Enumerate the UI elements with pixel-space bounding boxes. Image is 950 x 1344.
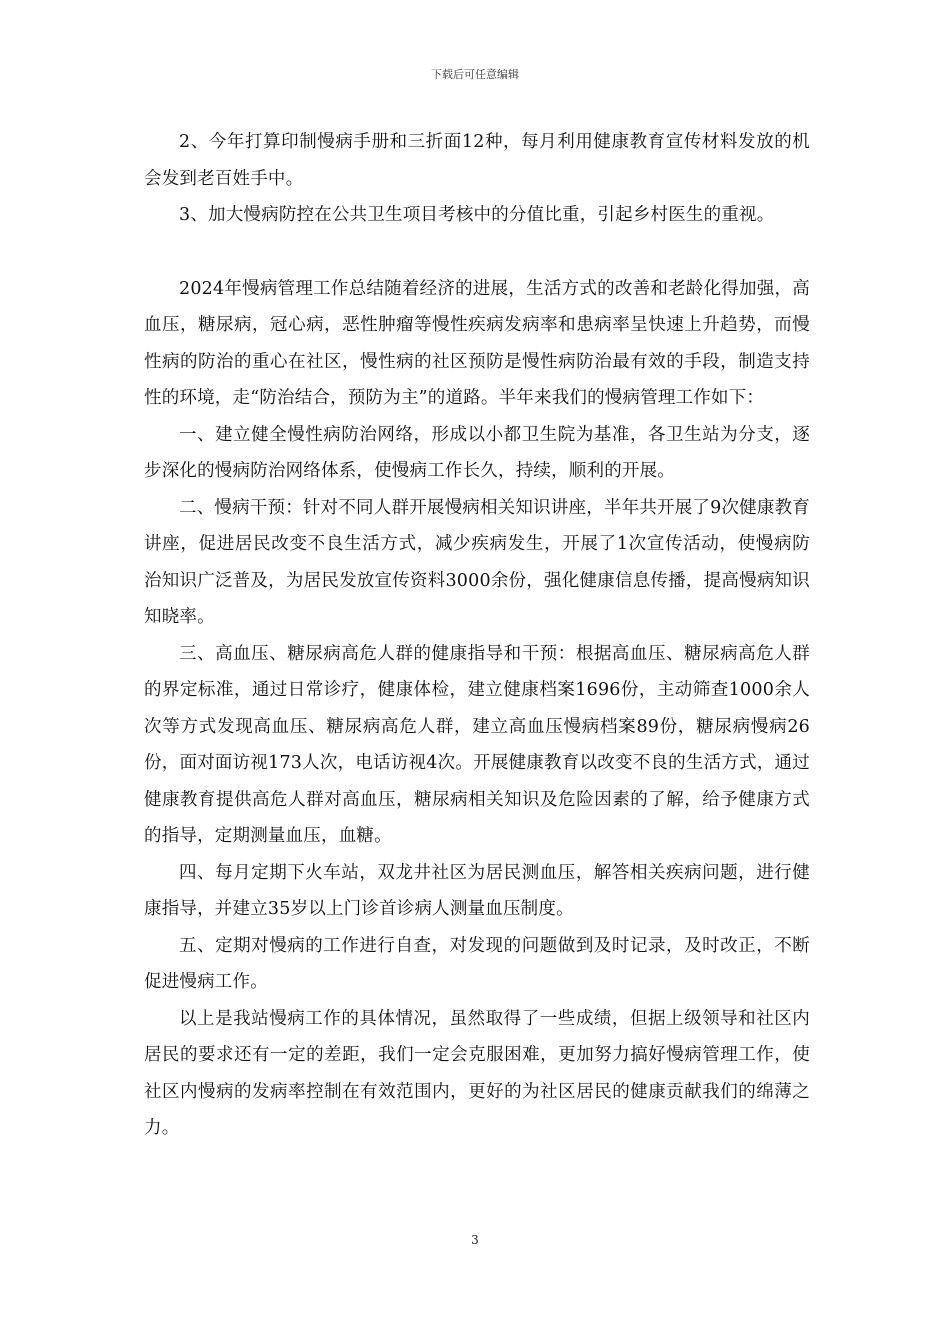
document-body	[144, 124, 810, 1147]
paragraph-section-2: 二、慢病干预：针对不同人群开展慢病相关知识讲座，半年共开展了9次健康教育讲座，促进居民改变不良生活方式，减少疾病发生，开展了1次宣传活动，使慢病防治知识广泛普及，为居民发放宣传资料3000余份，强化健康信息传播，提高慢病知识知晓率。	[144, 497, 810, 627]
paragraph-item-3: 3、加大慢病防控在公共卫生项目考核中的分值比重，引起乡村医生的重视。	[179, 205, 775, 225]
paragraph-section-5: 五、定期对慢病的工作进行自查，对发现的问题做到及时记录，及时改正，不断促进慢病工作。	[144, 935, 810, 992]
section-gap	[144, 234, 810, 271]
paragraph-summary-intro: 2024年慢病管理工作总结随着经济的进展，生活方式的改善和老龄化得加强，高血压，糖尿病，冠心病，恶性肿瘤等慢性疾病发病率和患病率呈快速上升趋势，而慢性病的防治的重心在社区，慢性病的社区预防是慢性病防治最有效的手段，制造支持性的环境，走“防治结合，预防为主”的道路。半年来我们的慢病管理工作如下：	[144, 278, 810, 408]
paragraph-item-2: 2、今年打算印制慢病手册和三折面12种，每月利用健康教育宣传材料发放的机会发到老百姓手中。	[144, 132, 810, 189]
paragraph-conclusion: 以上是我站慢病工作的具体情况，虽然取得了一些成绩，但据上级领导和社区内居民的要求还有一定的差距，我们一定会克服困难，更加努力搞好慢病管理工作，使社区内慢病的发病率控制在有效范围内，更好的为社区居民的健康贡献我们的绵薄之力。	[144, 1008, 810, 1138]
paragraph-section-4: 四、每月定期下火车站，双龙井社区为居民测血压，解答相关疾病问题，进行健康指导，并建立35岁以上门诊首诊病人测量血压制度。	[144, 862, 810, 919]
paragraph-section-3: 三、高血压、糖尿病高危人群的健康指导和干预：根据高血压、糖尿病高危人群的界定标准，通过日常诊疗，健康体检，建立健康档案1696份，主动筛查1000余人次等方式发现高血压、糖尿病高危人群，建立高血压慢病档案89份，糖尿病慢病26份，面对面访视173人次，电话访视4次。开展健康教育以改变不良的生活方式，通过健康教育提供高危人群对高血压，糖尿病相关知识及危险因素的了解，给予健康方式的指导，定期测量血压，血糖。	[144, 643, 810, 846]
page-number: 3	[471, 1233, 479, 1247]
paragraph-section-1: 一、建立健全慢性病防治网络，形成以小都卫生院为基准，各卫生站为分支，逐步深化的慢病防治网络体系，使慢病工作长久，持续，顺利的开展。	[144, 424, 810, 481]
page-header: 下载后可任意编辑	[431, 68, 519, 81]
